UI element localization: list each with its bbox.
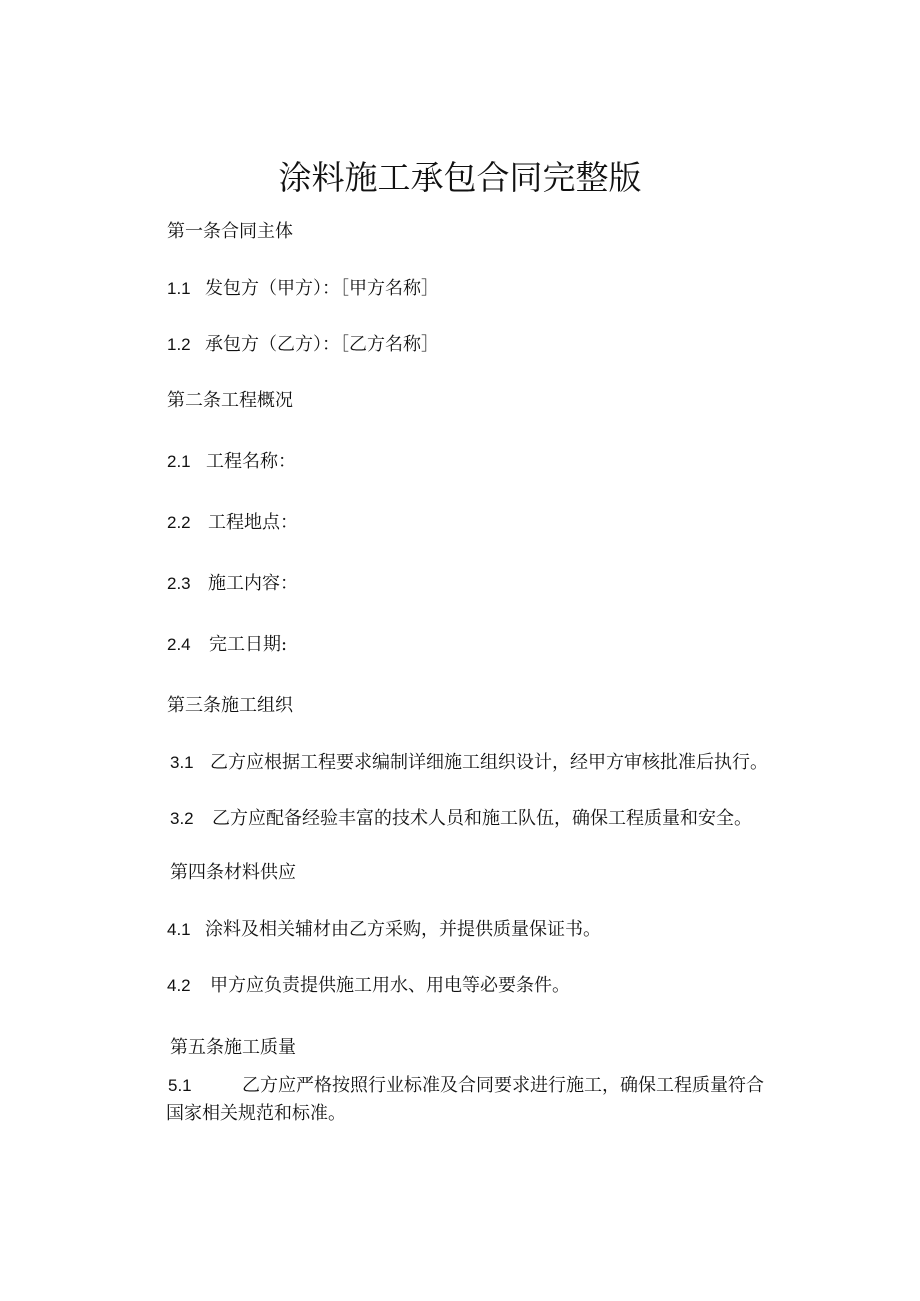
clause-4-2 — [167, 973, 570, 999]
clause-text: 涂料及相关辅材由乙方采购，并提供质量保证书。 — [205, 919, 601, 940]
section-heading-4: 第四条材料供应 — [170, 862, 296, 883]
clause-3-1 — [170, 750, 768, 776]
clause-text: 承包方（乙方）：［乙方名称］ — [205, 334, 439, 355]
clause-1-1 — [167, 276, 439, 302]
clause-text-line2: 国家相关规范和标准。 — [166, 1103, 346, 1124]
clause-2-4 — [167, 632, 287, 658]
clause-number: 3.1 — [170, 753, 194, 772]
clause-text: 甲方应负责提供施工用水、用电等必要条件。 — [210, 975, 570, 996]
clause-number: 2.3 — [167, 574, 191, 593]
clause-5-1 — [167, 1072, 779, 1128]
document-title: 涂料施工承包合同完整版 — [278, 158, 642, 197]
clause-number: 1.2 — [167, 335, 191, 354]
clause-4-1 — [167, 917, 601, 943]
clause-2-2 — [167, 510, 298, 536]
section-heading-2: 第二条工程概况 — [167, 390, 293, 411]
section-heading-1: 第一条合同主体 — [167, 221, 293, 242]
clause-text: 施工内容： — [208, 573, 298, 594]
clause-3-2 — [170, 806, 752, 832]
clause-number: 3.2 — [170, 809, 194, 828]
section-heading-5: 第五条施工质量 — [170, 1037, 296, 1058]
clause-text: 发包方（甲方）：［甲方名称］ — [205, 278, 439, 299]
clause-number: 2.2 — [167, 513, 191, 532]
clause-text: 乙方应配备经验丰富的技术人员和施工队伍，确保工程质量和安全。 — [212, 808, 752, 829]
clause-text: 工程名称： — [206, 451, 296, 472]
clause-text: 乙方应根据工程要求编制详细施工组织设计，经甲方审核批准后执行。 — [210, 752, 768, 773]
clause-text: 工程地点： — [208, 512, 298, 533]
clause-2-1 — [167, 449, 296, 475]
clause-number: 4.1 — [167, 920, 191, 939]
clause-number: 5.1 — [168, 1076, 192, 1095]
clause-number: 4.2 — [167, 976, 191, 995]
clause-number: 2.1 — [167, 452, 191, 471]
clause-text-line1: 乙方应严格按照行业标准及合同要求进行施工，确保工程质量符合 — [242, 1075, 764, 1096]
clause-text: 完工日期: — [209, 634, 288, 655]
section-heading-3: 第三条施工组织 — [167, 695, 293, 716]
clause-2-3 — [167, 571, 298, 597]
clause-number: 1.1 — [167, 279, 191, 298]
clause-number: 2.4 — [167, 635, 191, 654]
clause-1-2 — [167, 332, 439, 358]
